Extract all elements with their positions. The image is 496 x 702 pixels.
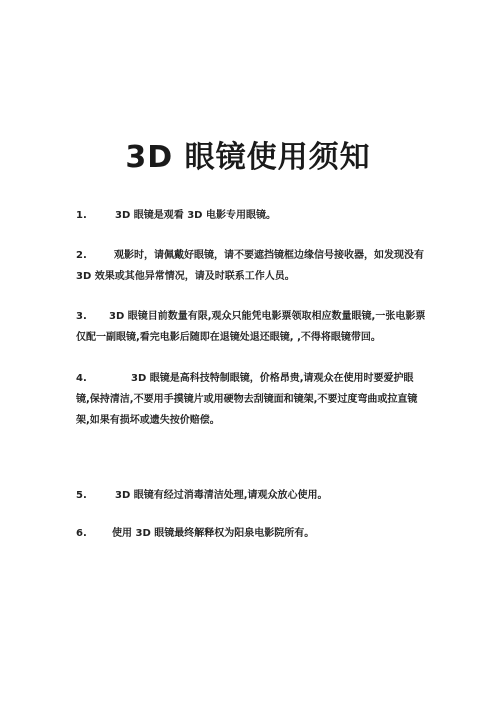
item-number: 4.: [76, 373, 87, 384]
notice-item-2: [76, 245, 426, 287]
item-text: 使用 3D 眼镜最终解释权为阳泉电影院所有。: [112, 528, 315, 539]
item-number: 2.: [76, 250, 87, 261]
item-text: 3D 眼镜是观看 3D 电影专用眼镜。: [115, 210, 276, 221]
item-text: 观影时，请佩戴好眼镜，请不要遮挡镜框边缘信号接收器，如发现没有 3D 效果或其他异常情况，请及时联系工作人员。: [76, 250, 424, 282]
item-number: 1.: [76, 210, 87, 221]
item-text: 3D 眼镜目前数量有限,观众只能凭电影票领取相应数量眼镜,一张电影票仅配一副眼镜,看完电影后随即在退镜处退还眼镜, ,不得将眼镜带回。: [76, 311, 426, 343]
item-number: 3.: [76, 311, 87, 322]
item-number: 6.: [76, 528, 87, 539]
notice-item-5: [76, 485, 426, 506]
notice-item-4: [76, 368, 426, 431]
item-text: 3D 眼镜有经过消毒清洁处理,请观众放心使用。: [115, 490, 328, 501]
document-title: 3D 眼镜使用须知: [125, 140, 371, 175]
item-number: 5.: [76, 490, 87, 501]
notice-item-3: [76, 306, 426, 348]
notice-item-6: [76, 523, 426, 544]
notice-item-1: [76, 205, 426, 226]
item-text: 3D 眼镜是高科技特制眼镜，价格昂贵,请观众在使用时要爱护眼镜,保持清洁,不要用手摸镜片或用硬物去刮镜面和镜架,不要过度弯曲或拉直镜架,如果有损坏或遗失按价赔偿。: [76, 373, 418, 426]
